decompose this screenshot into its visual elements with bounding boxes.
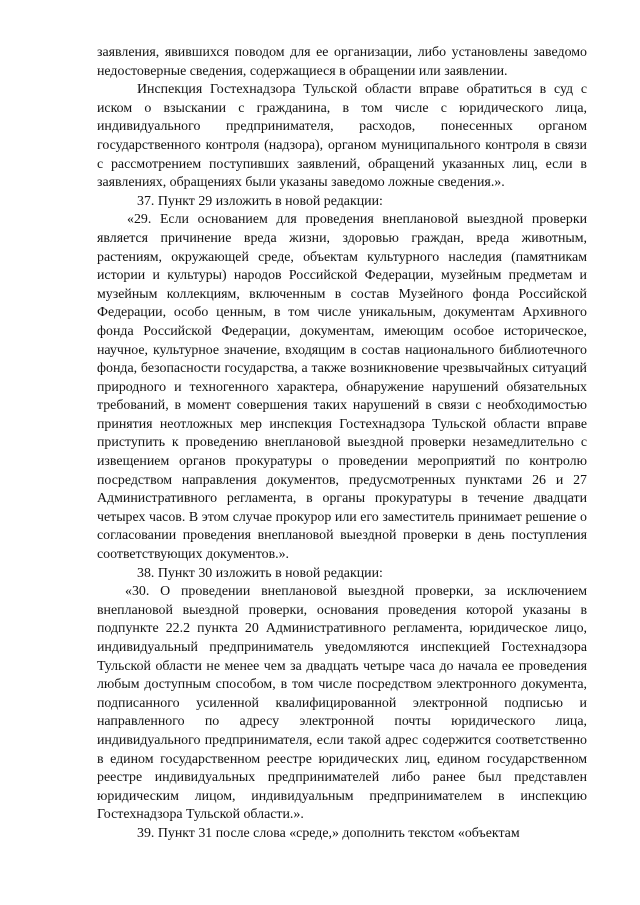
paragraph-item-39: 39. Пункт 31 после слова «среде,» дополнить текстом «объектам [137, 825, 520, 841]
paragraph-court-claim: Инспекция Гостехнадзора Тульской области вправе обратиться в суд с иском о взыскании с гражданина, в том числе с юридического лица, индивидуального предпринимателя, расходов, понесенных органом государственного контроля (надзора), органом муниципального контроля в связи с рассмотрением поступивших заявлений, обращений указанных лиц, если в заявлениях, обращениях были указаны заведомо ложные сведения.». [97, 82, 587, 191]
paragraph-item-38: 38. Пункт 30 изложить в новой редакции: [137, 565, 383, 581]
paragraph-clause-29: «29. Если основанием для проведения внеплановой выездной проверки является причинение вреда жизни, здоровью граждан, вреда животным, растениям, окружающей среде, объектам культурного наследия (памятникам истории и культуры) народов Российской Федерации, музейным предметам и музейным коллекциям, включенным в состав Музейного фонда Российской Федерации, особо ценным, в том числе уникальным, документам Архивного фонда Российской Федерации, документам, имеющим особое историческое, научное, культурное значение, входящим в состав национального библиотечного фонда, безопасности государства, а также возникновение чрезвычайных ситуаций природного и техногенного характера, обнаружение нарушений обязательных требований, в момент совершения таких нарушений в связи с необходимостью принятия неотложных мер инспекция Гостехнадзора Тульской области вправе приступить к проведению внеплановой выездной проверки незамедлительно с извещением органов прокуратуры о проведении мероприятий по контролю посредством направления документов, предусмотренных пунктами 26 и 27 Административного регламента, в органы прокуратуры в течение двадцати четырех часов. В этом случае прокурор или его заместитель принимает решение о согласовании проведения внеплановой выездной проверки в день поступления соответствующих документов.». [97, 212, 587, 563]
paragraph-continuation: заявления, явившихся поводом для ее организации, либо установлены заведомо недостоверные сведения, содержащиеся в обращении или заявлении. [97, 45, 587, 79]
document-page [97, 44, 587, 844]
paragraph-clause-30: «30. О проведении внеплановой выездной проверки, за исключением внеплановой выездной проверки, основания проведения которой указаны в подпункте 22.2 пункта 20 Административного регламента, юридическое лицо, индивидуальный предприниматель уведомляются инспекцией Гостехнадзора Тульской области не менее чем за двадцать четыре часа до начала ее проведения любым доступным способом, в том числе посредством электронного документа, подписанного усиленной квалифицированной электронной подписью и направленного по адресу электронной почты юридического лица, индивидуального предпринимателя, если такой адрес содержится соответственно в едином государственном реестре юридических лиц, едином государственном реестре индивидуальных предпринимателей либо ранее был представлен юридическим лицом, индивидуальным предпринимателем в инспекцию Гостехнадзора Тульской области.». [97, 584, 587, 823]
paragraph-item-37: 37. Пункт 29 изложить в новой редакции: [137, 193, 383, 209]
